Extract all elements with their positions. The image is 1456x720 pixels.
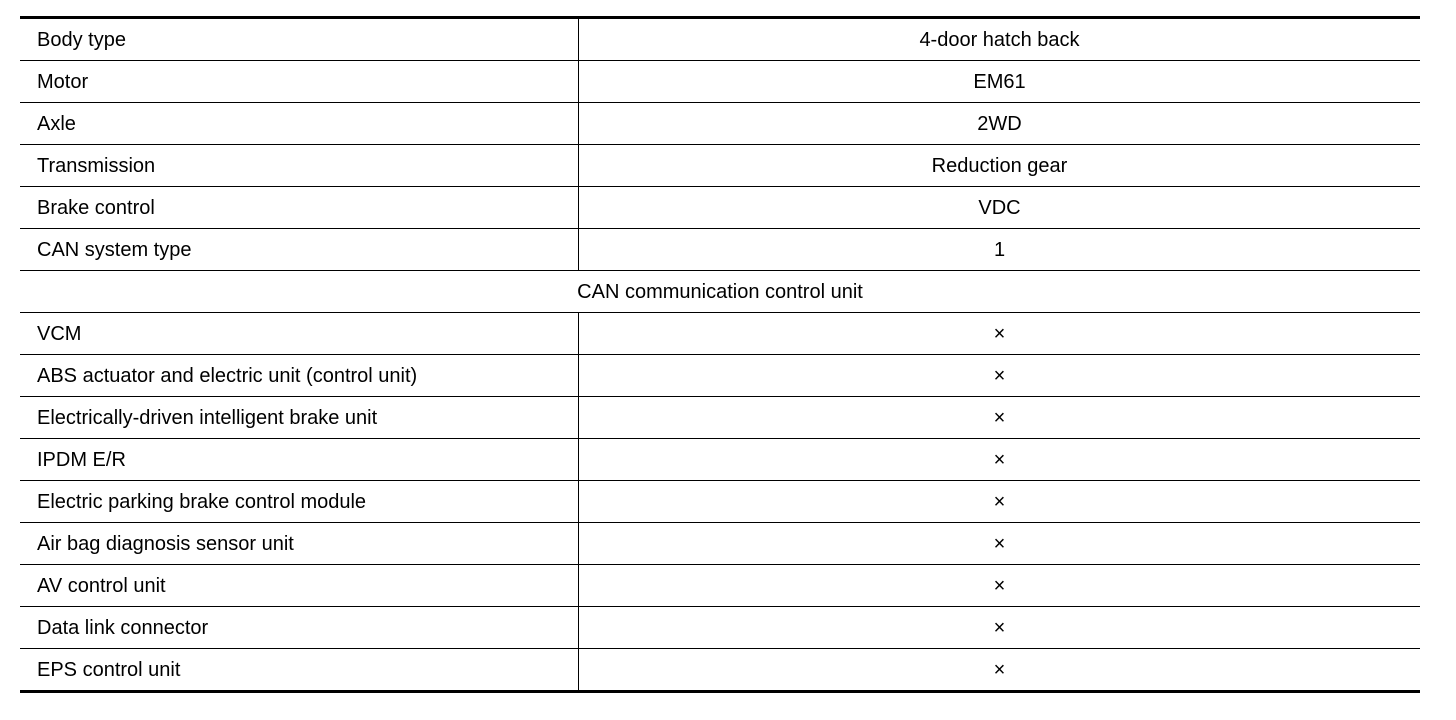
table-row [20, 355, 1420, 397]
applicability-mark: × [579, 397, 1421, 439]
unit-label: Electric parking brake control module [20, 481, 579, 523]
table-row [20, 607, 1420, 649]
row-label: CAN system type [20, 229, 579, 271]
row-label: Body type [20, 18, 579, 61]
unit-label: Air bag diagnosis sensor unit [20, 523, 579, 565]
unit-label: VCM [20, 313, 579, 355]
section-header: CAN communication control unit [20, 271, 1420, 313]
table-row [20, 229, 1420, 271]
table-row [20, 565, 1420, 607]
table-row [20, 61, 1420, 103]
can-system-spec-table [20, 16, 1420, 693]
applicability-mark: × [579, 313, 1421, 355]
unit-label: IPDM E/R [20, 439, 579, 481]
row-value: 2WD [579, 103, 1421, 145]
row-value: 1 [579, 229, 1421, 271]
unit-label: Electrically-driven intelligent brake unit [20, 397, 579, 439]
section-header-row [20, 271, 1420, 313]
row-label: Motor [20, 61, 579, 103]
unit-label: Data link connector [20, 607, 579, 649]
row-value: EM61 [579, 61, 1421, 103]
table-row [20, 145, 1420, 187]
row-label: Axle [20, 103, 579, 145]
applicability-mark: × [579, 355, 1421, 397]
unit-label: ABS actuator and electric unit (control unit) [20, 355, 579, 397]
applicability-mark: × [579, 481, 1421, 523]
row-value: 4-door hatch back [579, 18, 1421, 61]
table-row [20, 439, 1420, 481]
table-row [20, 397, 1420, 439]
table-row [20, 649, 1420, 692]
unit-label: AV control unit [20, 565, 579, 607]
row-value: VDC [579, 187, 1421, 229]
row-label: Transmission [20, 145, 579, 187]
table-row [20, 103, 1420, 145]
table-row [20, 313, 1420, 355]
applicability-mark: × [579, 649, 1421, 692]
row-value: Reduction gear [579, 145, 1421, 187]
table-row [20, 187, 1420, 229]
row-label: Brake control [20, 187, 579, 229]
applicability-mark: × [579, 439, 1421, 481]
applicability-mark: × [579, 523, 1421, 565]
table-row [20, 523, 1420, 565]
unit-label: EPS control unit [20, 649, 579, 692]
applicability-mark: × [579, 565, 1421, 607]
table-row [20, 481, 1420, 523]
table-row [20, 18, 1420, 61]
applicability-mark: × [579, 607, 1421, 649]
